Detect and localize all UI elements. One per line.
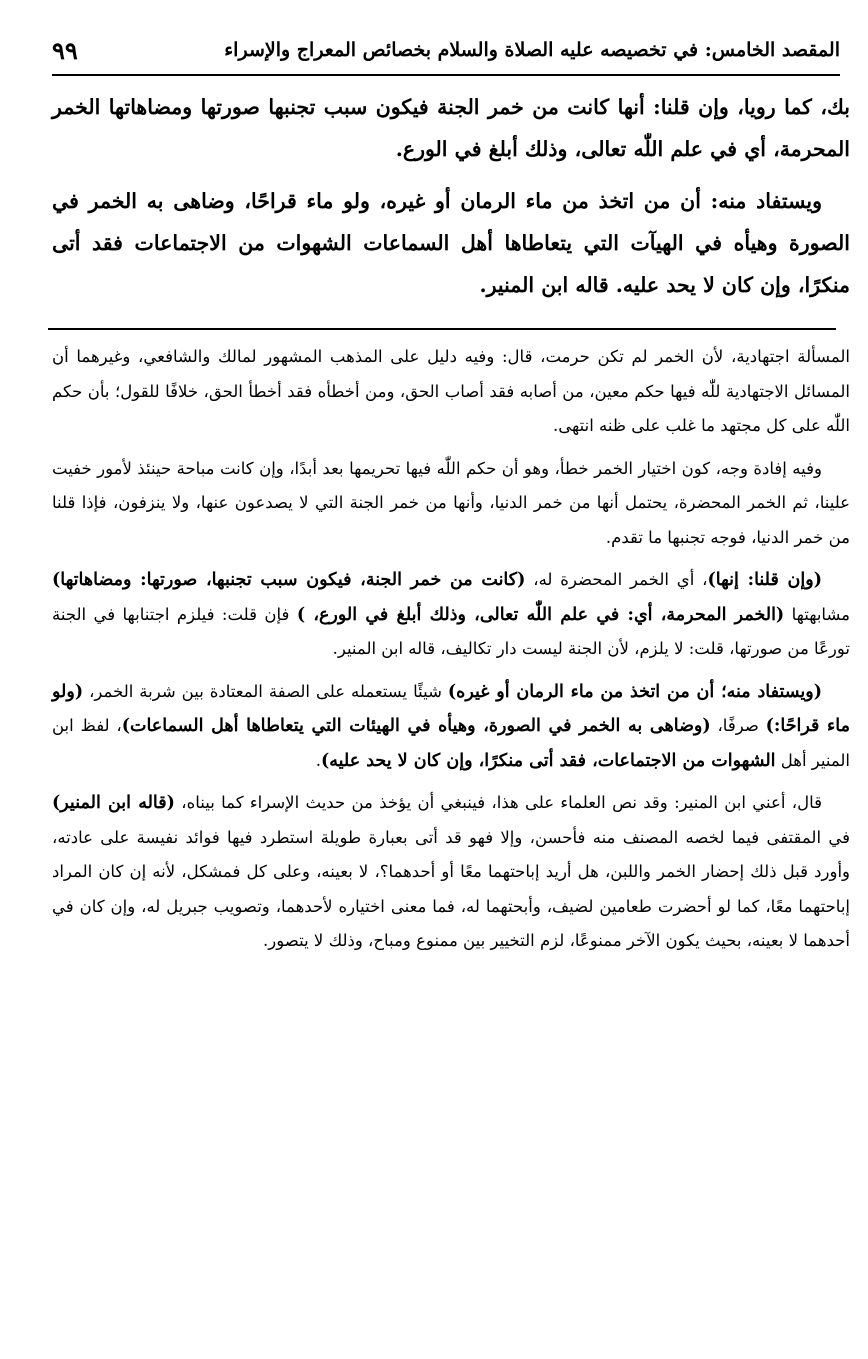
commentary-text: ، أي الخمر المحضرة له، xyxy=(525,570,708,589)
commentary-text: شيئًا يستعمله على الصفة المعتادة بين شربة الخمر، xyxy=(83,681,448,701)
running-title: المقصد الخامس: في تخصيصه عليه الصلاة والسلام بخصائص المعراج والإسراء xyxy=(224,39,840,61)
commentary-text: ، لفظ ابن المنير أهل xyxy=(52,716,850,770)
main-text xyxy=(48,86,854,306)
commentary-text: فإن قلت: فيلزم اجتنابها في الجنة تورعًا من صورتها، قلت: لا يلزم، لأن الجنة ليست دار تكاليف، قاله ابن المنير. xyxy=(52,604,850,658)
commentary-text: . xyxy=(315,750,321,770)
main-paragraph: ويستفاد منه: أن من اتخذ من ماء الرمان أو غيره، ولو ماء قراحًا، وضاهى به الخمر في الصورة وهيأه في الهيآت التي يتعاطاها أهل السماعات الشهوات من الاجتماعات فقد أتى منكرًا، وإن كان لا يحد عليه. قاله ابن المنير. xyxy=(52,189,850,297)
commentary-text: قال، أعني ابن المنير: وقد نص العلماء على هذا، فينبغي أن يؤخذ من حديث الإسراء كما بيناه، xyxy=(174,793,822,812)
commentary xyxy=(48,340,854,959)
commentary-text: صرفًا، xyxy=(710,716,766,735)
commentary-paragraph: وفيه إفادة وجه، كون اختيار الخمر خطأ، وهو أن حكم اللّٰه فيها تحريمها بعد أبدًا، وإن كانت مباحة حينئذ لأمور خفيت علينا، ثم الخمر المحضرة، يحتمل أنها من خمر الدنيا، وأنها من خمر الجنة التي لا يصدعون عنها، ولا ينزفون، فإذا قلنا من خمر الدنيا، فوجه تجنبها ما تقدم. xyxy=(52,458,850,547)
commentary-paragraph xyxy=(52,563,850,667)
page-header xyxy=(52,26,840,76)
footnote-divider xyxy=(48,328,836,330)
quoted-matn: (ويستفاد منه؛ أن من اتخذ من ماء الرمان أو غيره) xyxy=(447,681,822,702)
quoted-matn: الشهوات من الاجتماعات، فقد أتى منكرًا، وإن كان لا يحد عليه) xyxy=(320,750,776,771)
commentary-paragraph xyxy=(52,675,850,779)
quoted-matn: (الخمر المحرمة، أي: في علم اللّٰه تعالى، وذلك أبلغ في الورع، ) xyxy=(296,604,785,625)
page-number: ٩٩ xyxy=(52,35,78,65)
commentary-paragraph: المسألة اجتهادية، لأن الخمر لم تكن حرمت، قال: وفيه دليل على المذهب المشهور لمالك والشافعي، وغيرهما أن المسائل الاجتهادية للّٰه فيها حكم معين، من أصابه فقد أصاب الحق، ومن أخطأه فقد أخطأ الحق، خلافًا للقول؛ بأن حكم اللّٰه على كل مجتهد ما غلب على ظنه انتهى. xyxy=(52,347,850,435)
quoted-matn: (قاله ابن المنير) xyxy=(52,793,175,813)
commentary-text: مشابهتها xyxy=(784,604,850,624)
commentary-paragraph xyxy=(52,786,850,959)
quoted-matn: (وإن قلنا: إنها) xyxy=(707,570,822,590)
quoted-matn: (وضاهى به الخمر في الصورة، وهيأه في الهيئات التي يتعاطاها أهل السماعات) xyxy=(121,716,711,736)
quoted-matn: (ولو ماء قراحًا:) xyxy=(52,681,850,736)
quoted-matn: (كانت من خمر الجنة، فيكون سبب تجنبها، صورتها: ومضاهاتها) xyxy=(52,570,526,590)
commentary-text: في المقتفى فيما لخصه المصنف منه فأحسن، وإلا فهو قد أتى بعبارة طويلة استطرد فيها فوائد نفيسة على عادته، وأورد قبل ذلك إحضار الخمر واللبن، هل أريد إباحتهما معًا أو أحدهما؟، لا بعينه، وعلى كل فمشكل، لأنه إن كان المراد إباحتهما معًا، كما لو أحضرت طعامين لضيف، وأبحتهما له، فما معنى اختياره لأحدهما، وتصويب جبريل له، وإن كان في أحدهما لا بعينه، بحيث يكون الآخر ممنوعًا، لزم التخيير بين ممنوع ومباح، وذلك لا يتصور. xyxy=(52,827,850,950)
main-paragraph: بك، كما رويا، وإن قلنا: أنها كانت من خمر الجنة فيكون سبب تجنبها صورتها ومضاهاتها الخمر المحرمة، أي في علم اللّٰه تعالى، وذلك أبلغ في الورع. xyxy=(52,95,850,161)
